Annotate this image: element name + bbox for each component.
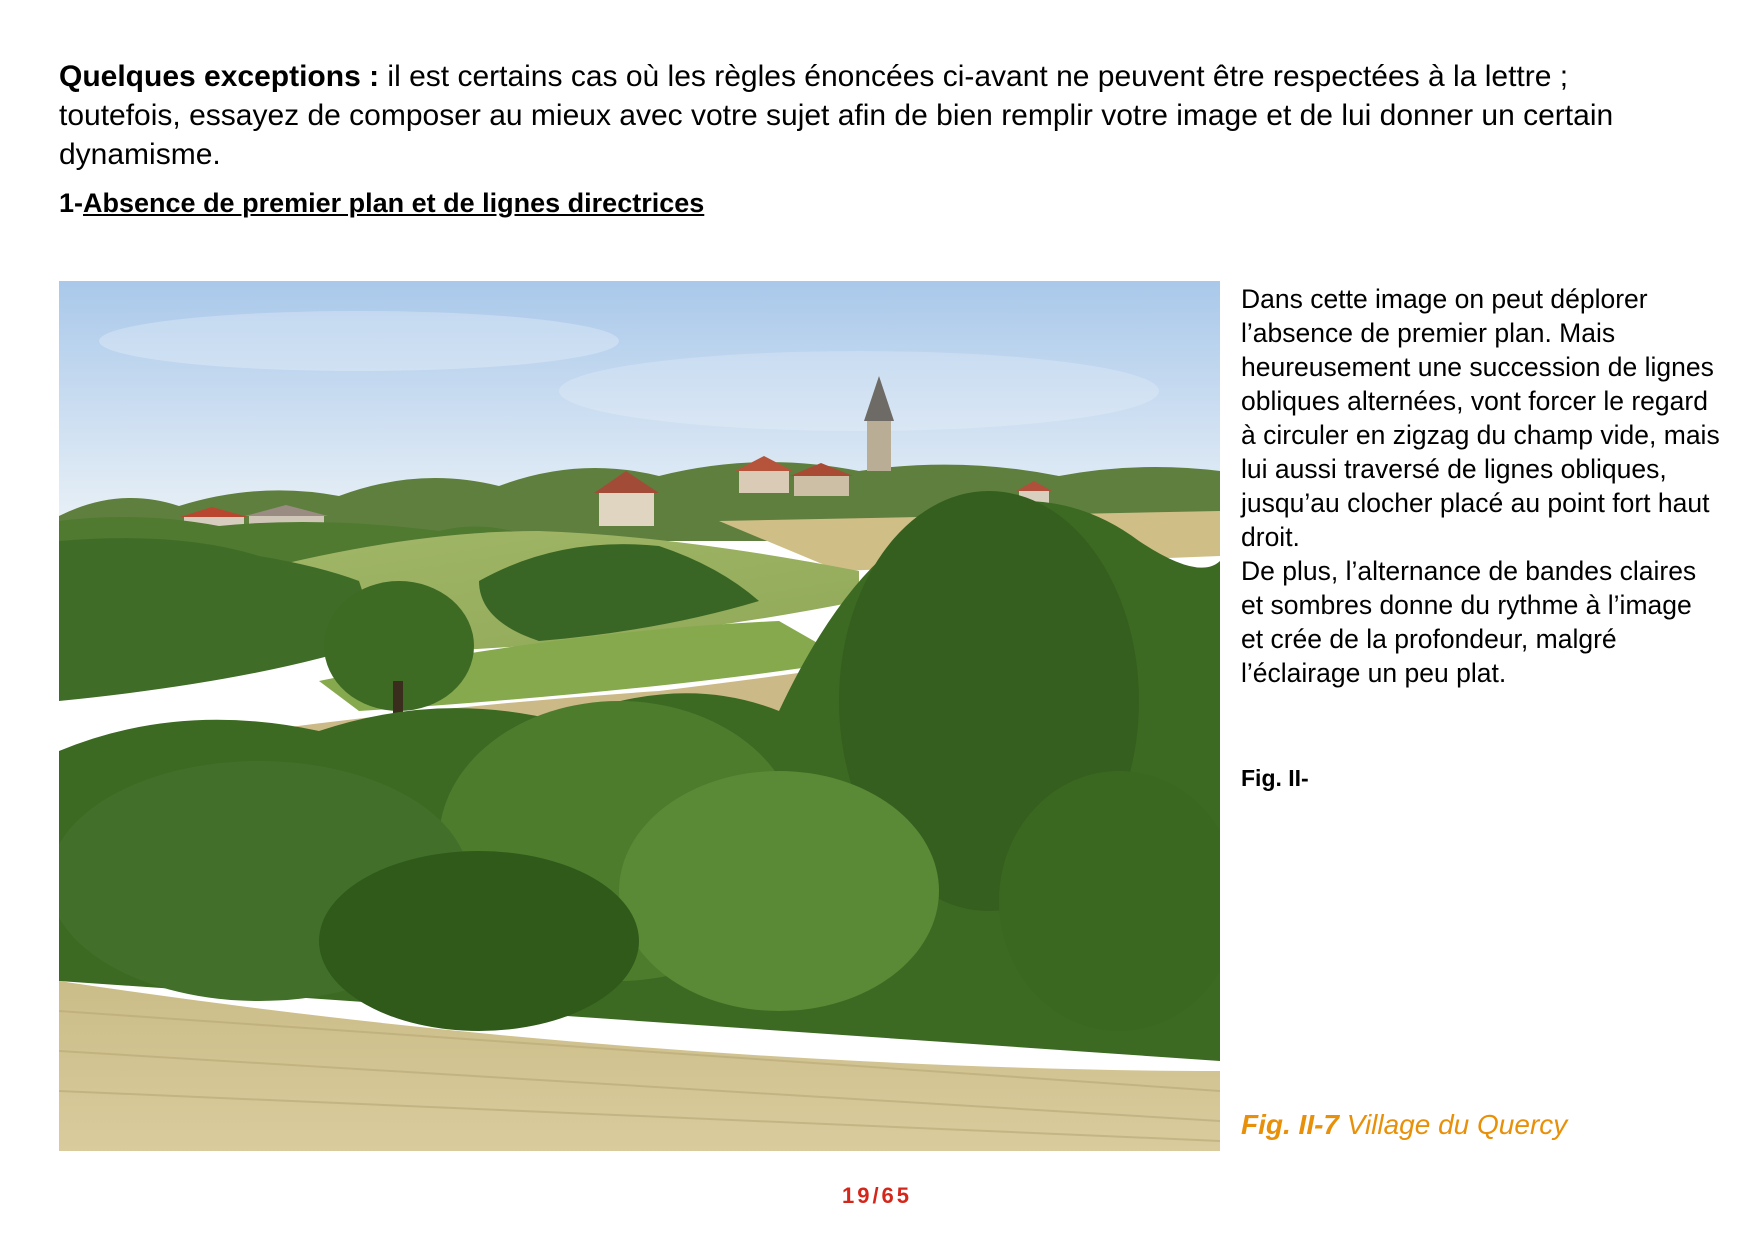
intro-label: Quelques exceptions : <box>59 60 380 93</box>
description-paragraph-1: Dans cette image on peut déplorer l’absence de premier plan. Mais heureusement une succession de lignes obliques alternées, vont forcer le regard à circuler en zigzag du champ vide, mais lui aussi traversé de lignes obliques, jusqu’au clocher placé au point fort haut droit. <box>1241 284 1720 552</box>
intro-paragraph <box>59 57 1679 174</box>
landscape-photo <box>59 281 1220 1151</box>
description <box>1241 282 1721 690</box>
description-paragraph-2: De plus, l’alternance de bandes claires et sombres donne du rythme à l’image et crée de la profondeur, malgré l’éclairage un peu plat. <box>1241 556 1697 688</box>
figure-label: Fig. II- <box>1241 765 1309 791</box>
figure-caption <box>1241 1109 1567 1141</box>
section-heading <box>59 186 704 220</box>
intro-text: il est certains cas où les règles énoncées ci-avant ne peuvent être respectées à la lettre ; toutefois, essayez de composer au mieux avec votre sujet afin de bien remplir votre image et de lui donner un certain dynamisme. <box>59 60 1614 171</box>
page-number: 19/65 <box>841 1183 913 1208</box>
section-number: 1- <box>59 188 84 218</box>
section-title: Absence de premier plan et de lignes directrices <box>83 188 705 218</box>
caption-text: Village du Quercy <box>1339 1109 1568 1140</box>
caption-label: Fig. II-7 <box>1241 1109 1339 1140</box>
